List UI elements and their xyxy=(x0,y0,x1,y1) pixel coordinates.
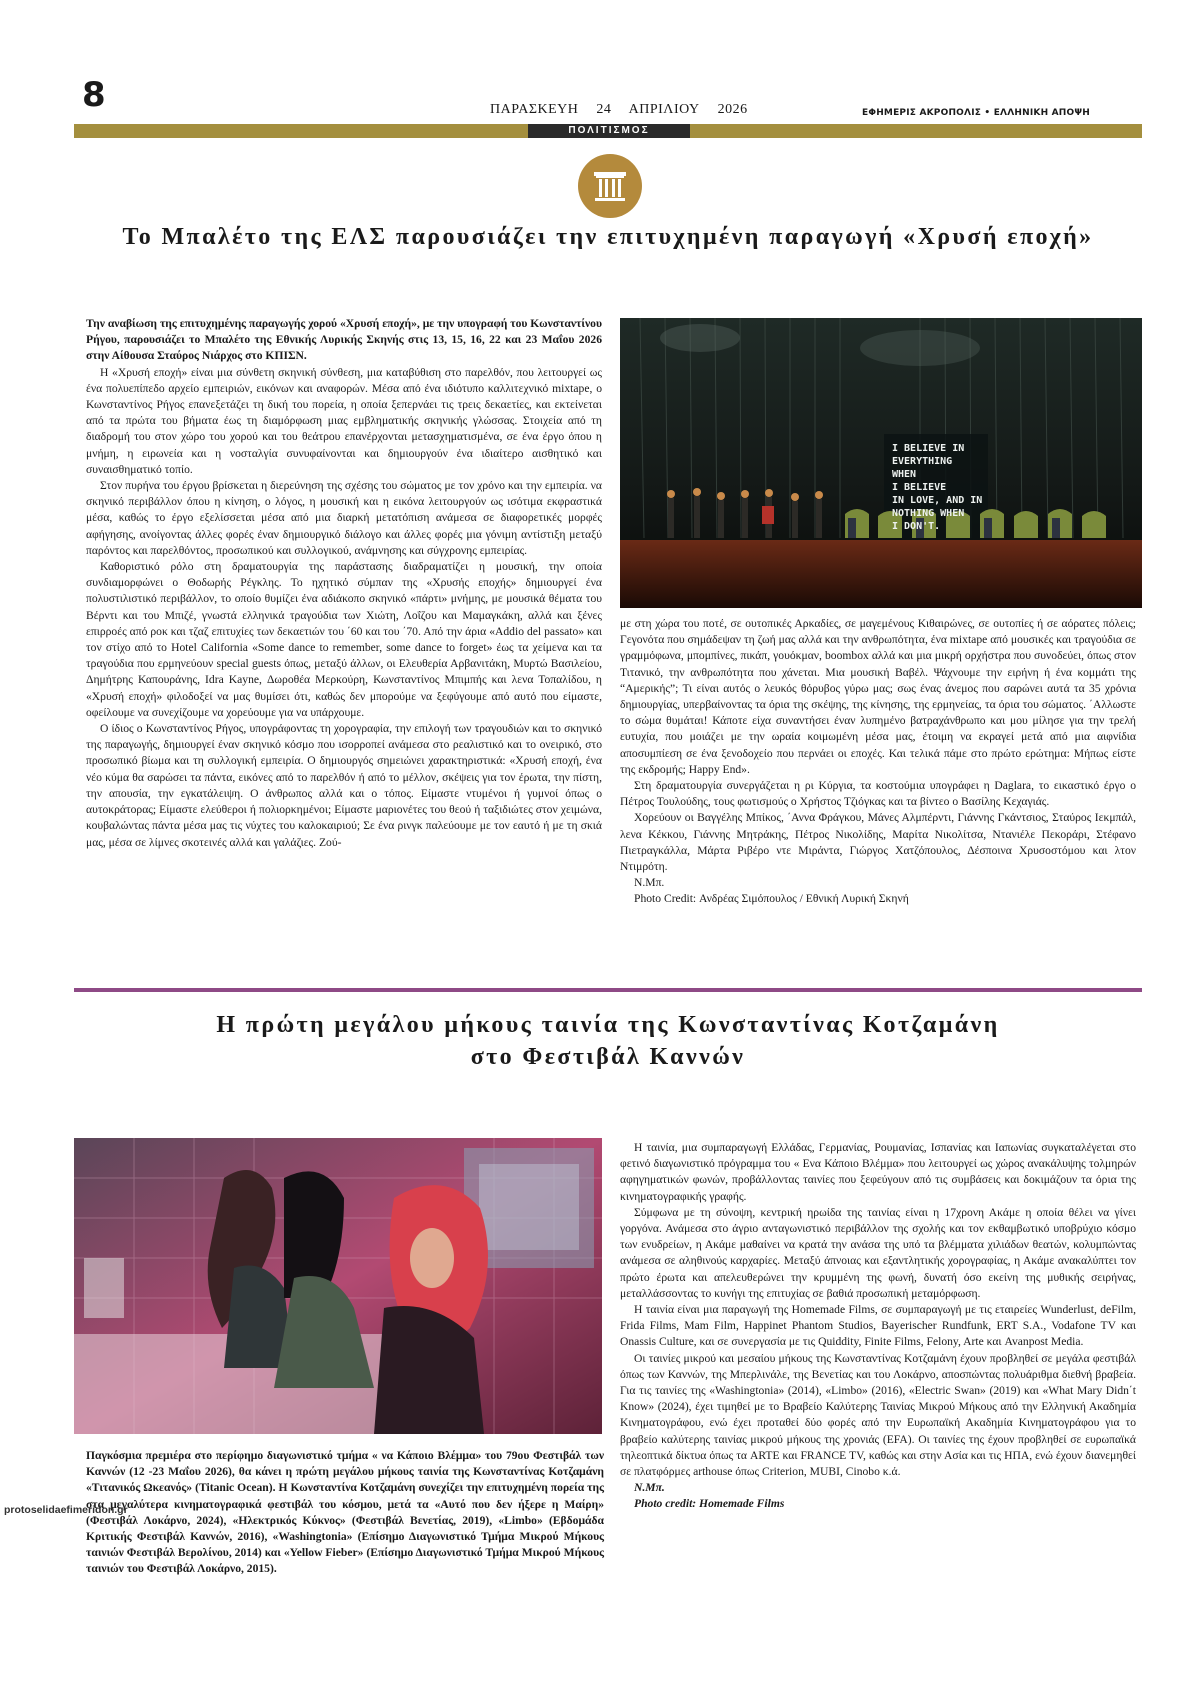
article2-column-right xyxy=(620,1140,1136,1513)
date-year: 2026 xyxy=(717,102,748,117)
photo-text-line: WHEN xyxy=(892,469,917,480)
photo-text-line: IN LOVE, AND IN xyxy=(892,495,983,506)
watermark: protoselidaefimeridon.gr xyxy=(4,1504,128,1516)
article1-title: Το Μπαλέτο της ΕΛΣ παρουσιάζει την επιτυχημένη παραγωγή «Χρυσή εποχή» xyxy=(122,224,1094,250)
masthead: ΕΦΗΜΕΡΙΣ ΑΚΡΟΠΟΛΙΣ • ΕΛΛΗΝΙΚΗ ΑΠΟΨΗ xyxy=(862,108,1090,118)
article2-paragraph: Σύμφωνα με τη σύνοψη, κεντρική ηρωίδα της ταινίας είναι η 17χρονη Ακάμε η οποία θέλει να γίνει γοργόνα. Ανάμεσα στο άγριο ανταγωνιστικό περιβάλλον της σχολής και τον εκθαμβωτικό υποβρύχιο κόσμο των ενυδρείων, η Ακάμε μαθαίνει να κρατά την ανάσα της υπό τα βλέμματα χιλιάδων θεατών, κολυμπώντας ανάμεσα σε αληθινούς καρχαρίες. Μεταξύ άπνοιας και εξαντλητικής χορογραφίας, η Ακάμε ανακαλύπτει τον πρώτο έρωτα και απελευθερώνει την κρυμμένη της φωνή, δυνατή όσο εκείνη της μυθικής σειρήνας, μεταλλάσσοντας το κυνήγι της επιτυχίας σε βαθιά προσωπική μεταμόρφωση. xyxy=(620,1205,1136,1300)
date-number: 24 xyxy=(596,102,612,117)
article1-lead: Την αναβίωση της επιτυχημένης παραγωγής χορού «Χρυσή εποχή», με την υπογραφή του Κωνσταντίνου Ρήγου, παρουσιάζει το Μπαλέτο της Εθνικής Λυρικής Σκηνής στις 13, 15, 16, 22 και 23 Μαΐου 2026 στην Αίθουσα Σταύρος Νιάρχος στο ΚΠΙΣΝ. xyxy=(86,317,602,363)
date-day: ΠΑΡΑΣΚΕΥΗ xyxy=(490,102,579,117)
article2-paragraph: Η ταινία, μια συμπαραγωγή Ελλάδας, Γερμανίας, Ρουμανίας, Ισπανίας και Ιαπωνίας συγκαταλέγεται στο φετινό διαγωνιστικό πρόγραμμα του « Ενα Κάποιο Βλέμμα» που λειτουργεί ως χώρος ανακάλυψης τολμηρών αφηγηματικών φωνών, προβάλλοντας ταινίες που ξεφεύγουν από τις συμβάσεις και δοκιμάζουν τα όρια της κινηματογραφικής γραφής. xyxy=(620,1141,1136,1203)
article2-paragraph: Οι ταινίες μικρού και μεσαίου μήκους της Κωνσταντίνας Κοτζαμάνη έχουν προβληθεί σε μεγάλα φεστιβάλ όπως των Καννών, της Μπερλινάλε, της Βενετίας και του Λοκάρνο, αποσπώντας πολυάριθμα διεθνή βραβεία. Για τις ταινίες της «Washingtonia» (2014), «Limbo» (2016), «Electric Swan» (2019) και «What Mary Didn΄t Know» (2024), έχει τιμηθεί με το Βραβείο Καλύτερης Ταινίας Μικρού Μήκους από την Ελληνική Ακαδημία Κινηματογράφου, ενώ έχει προταθεί δύο φορές από την Ευρωπαϊκή Ακαδημία Κινηματογράφου για το βραβείο καλύτερης ταινίας μικρού μήκους της χρονιάς (EFA). Οι ταινίες της έχουν προβληθεί σε ευρωπαϊκά τηλεοπτικά δίκτυα όπως τα ARTE και FRANCE TV, καθώς και στην Ασία και τις ΗΠΑ, ενώ έχουν διανεμηθεί σε πλατφόρμες arthouse όπως Criterion, MUBI, Cinobo κ.ά. xyxy=(620,1351,1136,1479)
article2-paragraph: Η ταινία είναι μια παραγωγή της Homemade Films, σε συμπαραγωγή με τις εταιρείες Wunderlust, deFilm, Frida Films, Mam Film, Happinet Phantom Studios, Bayerischer Rundfunk, ERT S.A., Vodafone TV και Onassis Culture, και σε συνεργασία με τις Quiddity, Finite Films, Felony, Arte και Avanpost Media. xyxy=(620,1303,1136,1349)
film-still-photo xyxy=(74,1138,602,1434)
article1-paragraph: με στη χώρα του ποτέ, σε ουτοπικές Αρκαδίες, σε μαγεμένους Κιθαιρώνες, σε ουτοπίες ή σε αόρατες πόλεις; Γεγονότα που σημάδεψαν τη ζωή μας αλλά και την ανθρωπότητα, ένα mixtape από μουσικές και τραγούδια σε γραμμόφωνα, μπομπίνες, πικάπ, γουόκμαν, boombox αλλά και μια μικρή ορχήστρα που συνοδεύει, όπως στον Τιτανικό, την ανθρωπότητα που χάνεται. Μια μουσική Βαβέλ. Ψάχνουμε την ειρήνη ή ένα κομμάτι της “Αμερικής”; Τι είναι αυτός ο λευκός θόρυβος γύρω μας; σως ένας άνεμος που σαρώνει αυτά τα 35 χρόνια δημιουργίας, υπερβαίνοντας τα όρια της σκέψης, της κίνησης, της ερμηνείας, τα όρια του σώματος. ΄Αλλωστε το σώμα θυμάται! Κάποτε είχα συναντήσει έναν λυπημένο βατραχάνθρωπο και μου μίλησε για την τρελή ευτυχία, που μοιάζει με την ωραία κοιμωμένη μέσα μας, έτοιμη να εκραγεί μετά από μια αιφνίδια αποσυμπίεση σε ένα ξενοδοχείο που περνάει οι εποχές. Και τελικά πάμε στο πρώτο ερώτημα: Μήπως είστε της εκδρομής; Happy End». xyxy=(620,617,1136,776)
column-emblem-icon xyxy=(578,154,642,218)
section-label: ΠΟΛΙΤΙΣΜΟΣ xyxy=(528,124,690,138)
article1-paragraph: Στον πυρήνα του έργου βρίσκεται η διερεύνηση της σχέσης του σώματος με τον χρόνο και την εμπειρία. να σκηνικό περιβάλλον όπου η κίνηση, ο λόγος, η μουσική και η εικόνα λειτουργούν ως ισότιμα εκφραστικά μέσα, καθώς το έργο εξελίσσεται μέσα από μια διαρκή μετατόπιση ανάμεσα σε διαφορετικές μορφές αφήγησης, ανοίγοντας άλλες φορές έναν δημιουργικό διάλογο και άλλες φορές μια γόνιμη αντίστιξη μεταξύ παρόντος και παρελθόντος, προσωπικού και συλλογικού, ανάμνησης και σύγχρονης εμπειρίας. xyxy=(86,479,602,557)
page-number: 8 xyxy=(82,75,106,115)
article2-title-line2: στο Φεστιβάλ Καννών xyxy=(470,1044,746,1070)
photo-text-line: EVERYTHING xyxy=(892,456,953,467)
dateline xyxy=(490,102,762,118)
ballet-stage-photo xyxy=(620,318,1142,608)
article1-paragraph: Ο ίδιος ο Κωνσταντίνος Ρήγος, υπογράφοντας τη χορογραφία, την επιλογή των τραγουδιών και το σκηνικό της παραγωγής, δημιουργεί έναν σκηνικό κόσμο που ισορροπεί ανάμεσα στο ρεαλιστικό και το ονειρικό, στο προσωπικό βίωμα και τη συλλογική εμπειρία. Ο δημιουργός σημειώνει χαρακτηριστικά: «Χρυσή εποχή, ένα νέο κύμα θα σαρώσει τα πάντα, εικόνες από το παρελθόν ή από το μέλλον, σκέψεις για τον έρωτα, την πίστη, την απουσία, την εγκατάλειψη. Ο άνθρωπος αλλά και ο τόπος. Είμαστε ντυμένοι ή γυμνοί όπως ο αυτοκράτορας; Είμαστε ελεύθεροι ή πολιορκημένοι; Είμαστε μαριονέτες του θεού ή ταξιδιώτες στον χειμώνα, κουβαλώντας πάντα μέσα μας τις νύχτες του καλοκαιριού; Σε ένα ρινγκ παλεύουμε με τον εαυτό ή με τη σκιά μας, μέσα σε λίμνες σκοτεινές αλλά και γαλάζιες. Ζού- xyxy=(86,722,602,849)
photo-text-line: I BELIEVE IN xyxy=(892,443,965,454)
article1-photo-credit: Photo Credit: Ανδρέας Σιμόπουλος / Εθνική Λυρική Σκηνή xyxy=(634,892,909,906)
article1-paragraph: Στη δραματουργία συνεργάζεται η ρι Κύργια, τα κοστούμια υπογράφει η Daglara, το εικαστικό έργο ο Πέτρος Τουλούδης, τους φωτισμούς ο Χρήστος Τζιόγκας και τα βίντεο ο Βασίλης Κεχαγιάς. xyxy=(620,779,1136,809)
article1-paragraph: Χορεύουν οι Βαγγέλης Μπίκος, ΄Αννα Φράγκου, Μάνες Αλμπέρντι, Γιάννης Γκάντσιος, Σταύρος Ιεκμπάλ, λενα Κέκκου, Γιάννης Μητράκης, Πέτρος Νικολίδης, Μαρίτα Νικολίτσα, Ντανιέλε Πεκοράρι, Στέφανο Πιετραγκάλλα, Μάρτα Ριβέρο ντε Μιράντα, Γιώργος Χατζόπουλος, Δέσποινα Χρυσοστόμου και λτον Ντιμρότη. xyxy=(620,811,1136,874)
article1-paragraph: Η «Χρυσή εποχή» είναι μια σύνθετη σκηνική σύνθεση, μια καταβύθιση στο παρελθόν, που λειτουργεί ως ένα πολυεπίπεδο αρχείο εμπειριών, εικόνων και αναφορών. Μέσα από ένα ιδιότυπο καλλιτεχνικό mixtape, ο Κωνσταντίνος Ρήγος επανεξετάζει τη δική του πορεία, η οποία ξεπερνάει τις τρεις δεκαετίες, και εκτείνεται από τα πρώτα του βήματα έως τη διαμόρφωση μιας εμβληματικής σκηνικής γλώσσας. Στοιχεία από τη διαδρομή του στον χώρο του χορού και του θεάτρου επανέρχονται μετασχηματισμένα, σε ένα έργο όπου η μνήμη, η ειρωνεία και η νοσταλγία συνυφαίνονται και δημιουργούν ένα ιδιαίτερο αισθητικό και συναισθηματικό τοπίο. xyxy=(86,365,602,476)
article2-title-line1: Η πρώτη μεγάλου μήκους ταινία της Κωνσταντίνας Κοτζαμάνη xyxy=(216,1012,1000,1038)
article1-column-left xyxy=(86,316,602,851)
photo-text-line: I BELIEVE xyxy=(892,482,947,493)
article1-paragraph: Καθοριστικό ρόλο στη δραματουργία της παράστασης διαδραματίζει η μουσική, την οποία συνδιαμορφώνει ο Θοδωρής Ρέγκλης. Το ηχητικό σύμπαν της «Χρυσής εποχής» δημιουργεί ένα πολυστιλιστικό περιβάλλον, το οποίο θυμίζει ένα αδιάκοπο σκηνικό «πάρτι» μνήμης, με μουσικά θέματα του Βέρντι και του Μπιζέ, γνωστά ελληνικά τραγούδια των Χιώτη, Λοΐζου και Μαμαγκάκη, αλλά και ξένες επιρροές από ροκ και τζαζ επιτυχίες των δεκαετιών του ΄60 και του ΄70. Από την άρια «Addio del passato» και τον στίχο από το Hotel California «Some dance to remember, some dance to forget» έως τα χείμενα και τα τραγούδια που ερμηνεύουν special guests όπως, μεταξύ άλλων, οι Ελευθερία Αρβανιτάκη, Μυρτώ Βασιλείου, Δημήτρης Καπουράνης, Idra Kayne, Δωροθέα Μερκούρη, Κωνσταντίνος Μπιμπής και λενα Τοπαλίδου, η «Χρυσή εποχή» φιλοδοξεί να μας θυμίσει ότι, καθώς δεν μπορούμε να ξεφύγουμε από αυτό που είμαστε, οφείλουμε να συνεχίζουμε να χορεύουμε για να υπάρχουμε. xyxy=(86,560,602,719)
article-divider xyxy=(74,988,1142,992)
article2-signature: Ν.Μπ. xyxy=(634,1481,665,1495)
article1-signature: Ν.Μπ. xyxy=(634,876,665,890)
article1-column-right xyxy=(620,616,1136,908)
photo-text-line: NOTHING WHEN xyxy=(892,508,965,519)
article2-photo-caption: Παγκόσμια πρεμιέρα στο περίφημο διαγωνιστικό τμήμα « να Κάποιο Βλέμμα» του 79ου Φεστιβάλ των Καννών (12 -23 Μαΐου 2026), θα κάνει η πρώτη μεγάλου μήκους ταινία της Κωνσταντίνας Κοτζαμάνη «Τιτανικός Ωκεανός» (Titanic Ocean). Η Κωνσταντίνα Κοτζαμάνη συνεχίζει την επιτυχημένη πορεία της στα μεγαλύτερα κινηματογραφικά φεστιβάλ του κόσμου, μετά τα «Αυτό που δεν ήξερε η Μαίρη» (Φεστιβάλ Λοκάρνο, 2024), «Ηλεκτρικός Κύκνος» (Φεστιβάλ Βενετίας, 2019), «Limbo» (Εβδομάδα Κριτικής Φεστιβάλ Καννών, 2016), «Washingtonia» (Επίσημο Διαγωνιστικό Τμήμα Μικρού Μήκους ταινιών Φεστιβάλ Βερολίνου, 2014) και «Yellow Fieber» (Επίσημο Διαγωνιστικό Τμήμα Μικρού Μήκους ταινιών του Φεστιβάλ Λοκάρνο, 2015). xyxy=(86,1449,604,1576)
photo-stage-text xyxy=(892,442,986,533)
date-month: ΑΠΡΙΛΙΟΥ xyxy=(628,102,700,117)
article2-photo-credit: Photo credit: Homemade Films xyxy=(634,1497,785,1511)
photo-text-line: I DON'T. xyxy=(892,521,941,532)
